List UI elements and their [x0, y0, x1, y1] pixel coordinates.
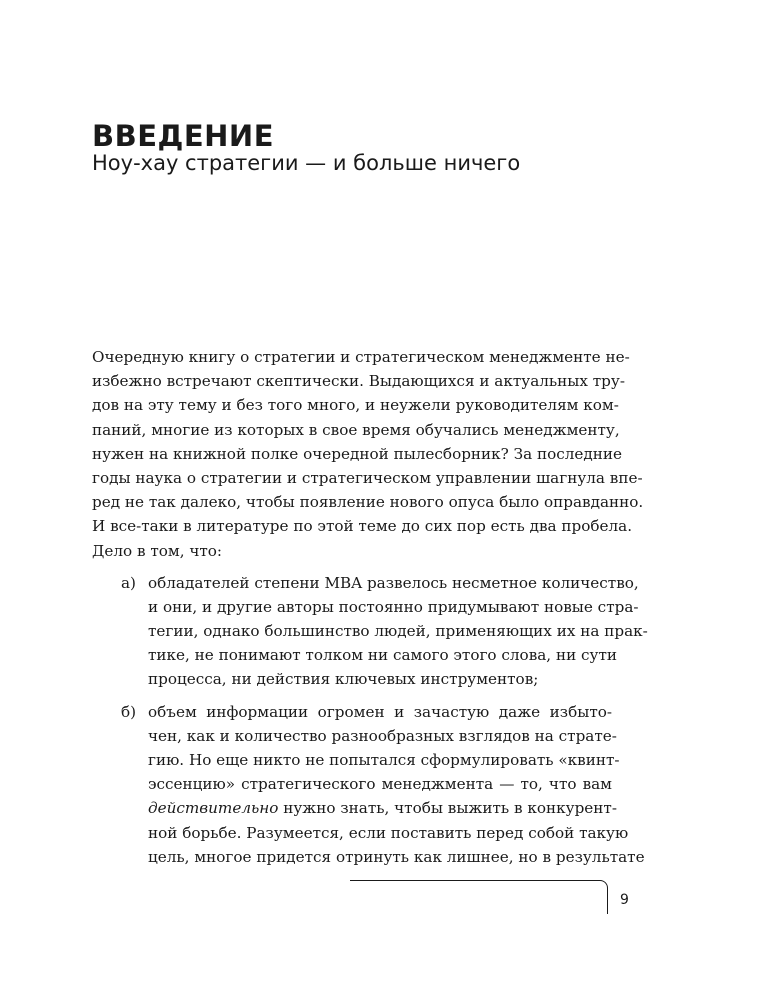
chapter-title: ВВЕДЕНИЕ: [92, 119, 275, 153]
text-line: тегии, однако большинство людей, применяющих их на прак-: [148, 622, 648, 641]
text-line: избежно встречают скептически. Выдающихся и актуальных тру-: [92, 372, 625, 391]
text-line: эссенцию» стратегического менеджмента — то, что вам: [148, 775, 612, 794]
text-line: гию. Но еще никто не попытался сформулировать «квинт-: [148, 751, 620, 769]
page-number: 9: [620, 892, 629, 908]
text-line: нужен на книжной полке очередной пылесборник? За последние: [92, 444, 622, 463]
text-line: паний, многие из которых в свое время обучались менеджменту,: [92, 420, 620, 439]
text-line: И все-таки в литературе по этой теме до сих пор есть два пробела.: [92, 517, 633, 536]
body-text: [92, 345, 648, 869]
text-line: чен, как и количество разнообразных взглядов на страте-: [148, 726, 617, 745]
text-line: тике, не понимают толком ни самого этого слова, ни сути: [148, 646, 617, 665]
list-marker: а): [121, 573, 136, 592]
emphasis-text: действительно: [148, 799, 279, 818]
list-marker: б): [121, 702, 137, 721]
list-item-b: [92, 700, 645, 869]
text-line: Дело в том, что:: [92, 541, 223, 560]
text-line: годы наука о стратегии и стратегическом управлении шагнула впе-: [92, 468, 643, 487]
text-line: [148, 796, 617, 820]
intro-paragraph: [92, 345, 644, 563]
chapter-subtitle: Ноу-хау стратегии — и больше ничего: [92, 151, 521, 175]
footer-rule: [350, 880, 608, 914]
text-line: цель, многое придется отринуть как лишнее, но в результате: [148, 847, 645, 866]
text-line: процесса, ни действия ключевых инструментов;: [148, 670, 539, 689]
text-line: дов на эту тему и без того много, и неужели руководителям ком-: [92, 396, 619, 415]
text-line: ной борьбе. Разумеется, если поставить перед собой такую: [148, 823, 629, 842]
text-line: ред не так далеко, чтобы появление нового опуса было оправданно.: [92, 493, 644, 512]
text-line: и они, и другие авторы постоянно придумывают новые стра-: [148, 597, 639, 616]
text-fragment: нужно знать, чтобы выжить в конкурент-: [278, 799, 617, 818]
text-line: Очередную книгу о стратегии и стратегическом менеджменте не-: [92, 348, 630, 366]
text-line: объем информации огромен и зачастую даже избыто-: [148, 702, 612, 721]
text-line: обладателей степени MBA развелось несметное количество,: [148, 573, 639, 592]
list-item-a: [92, 571, 648, 692]
